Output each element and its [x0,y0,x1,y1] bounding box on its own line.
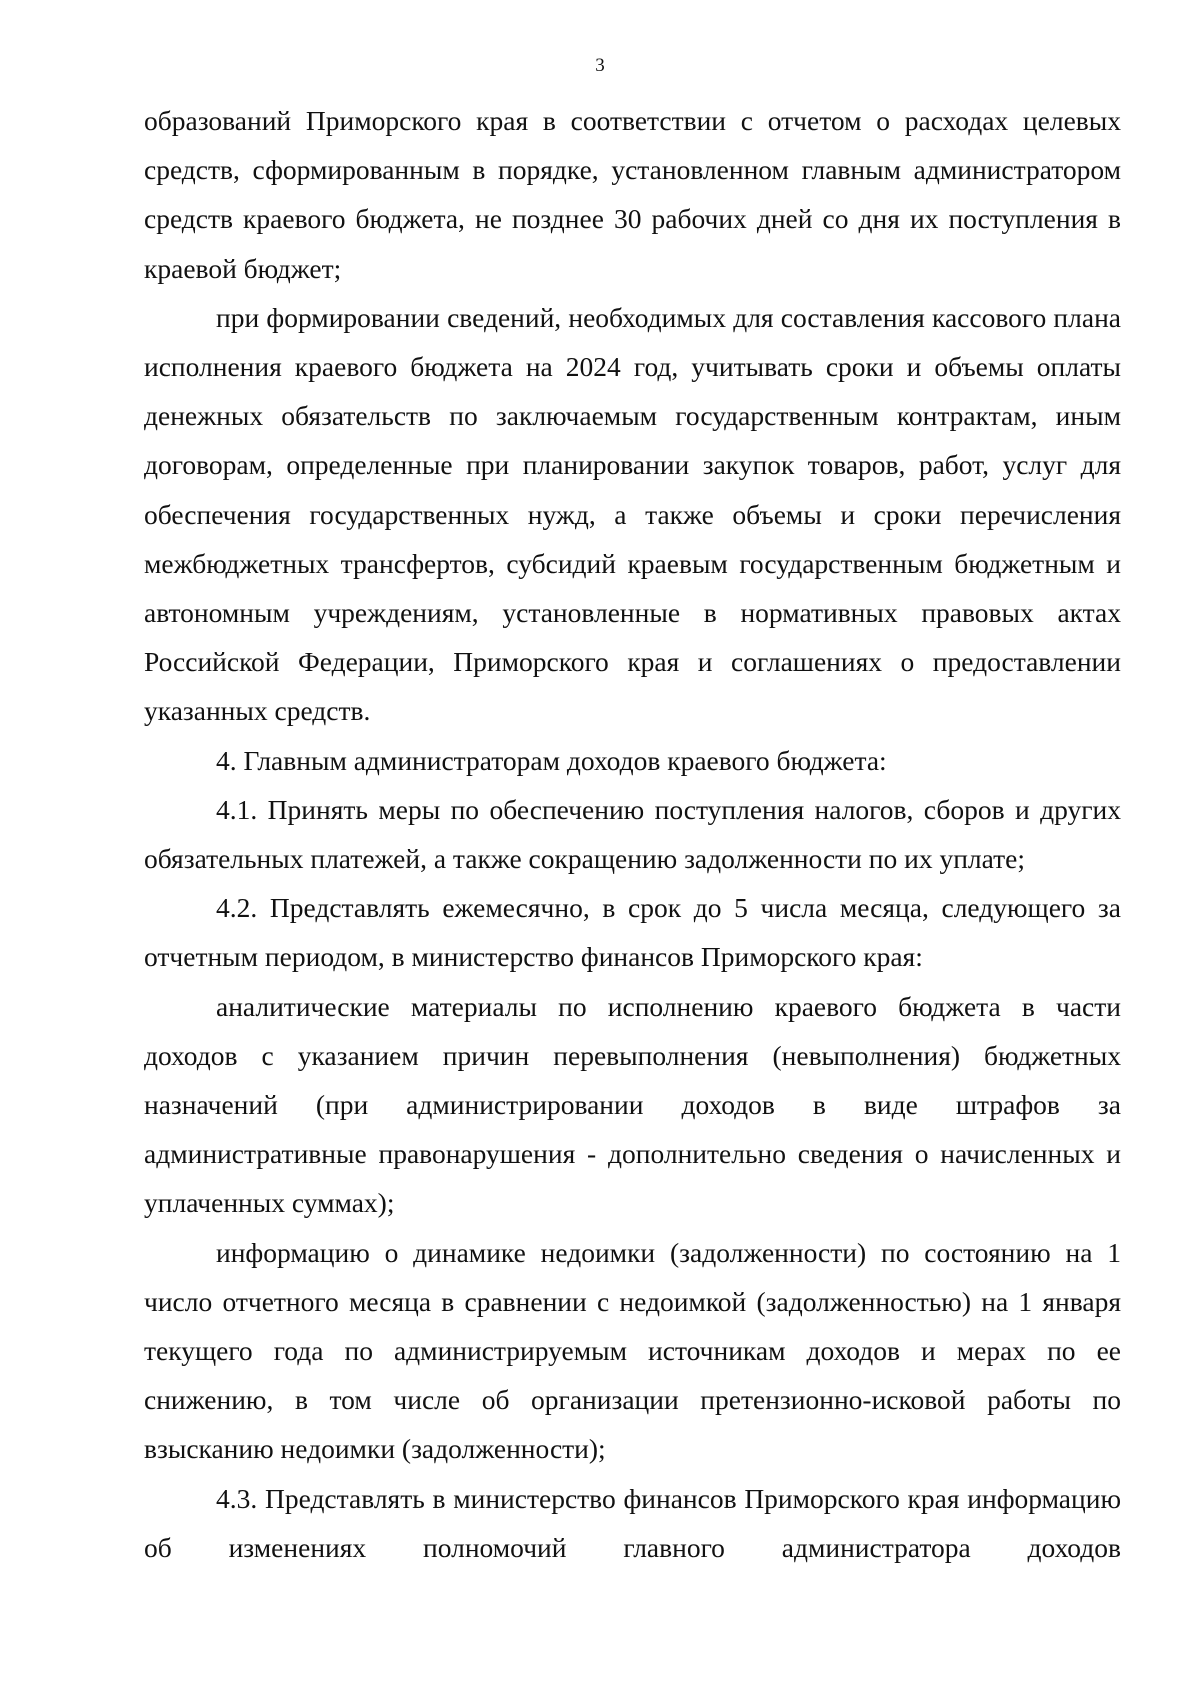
paragraph-analytical-materials: аналитические материалы по исполнению краевого бюджета в части доходов с указанием причин перевыполнения (невыполнения) бюджетных назначений (при администрировании доходов в виде штрафов за административные правонарушения - дополнительно сведения о начисленных и уплаченных суммах); [144,990,1121,1219]
page-number: 3 [595,55,605,76]
document-body [144,96,1121,1572]
paragraph-section-4-2: 4.2. Представлять ежемесячно, в срок до 5 числа месяца, следующего за отчетным периодом, в министерство финансов Приморского края: [144,892,1121,973]
paragraph-arrears-info: информацию о динамике недоимки (задолженности) по состоянию на 1 число отчетного месяца в сравнении с недоимкой (задолженностью) на 1 января текущего года по администрируемым источникам доходов и мерах по ее снижению, в том числе об организации претензионно-исковой работы по взысканию недоимки (задолженности); [144,1236,1121,1465]
paragraph-continuation-targeted-funds: образований Приморского края в соответствии с отчетом о расходах целевых средств, сформированным в порядке, установленном главным администратором средств краевого бюджета, не позднее 30 рабочих дней со дня их поступления в краевой бюджет; [144,105,1121,284]
paragraph-section-4-1: 4.1. Принять меры по обеспечению поступления налогов, сборов и других обязательных платежей, а также сокращению задолженности по их уплате; [144,793,1121,875]
paragraph-cash-plan: при формировании сведений, необходимых для составления кассового плана исполнения краевого бюджета на 2024 год, учитывать сроки и объемы оплаты денежных обязательств по заключаемым государственным контрактам, иным договорам, определенные при планировании закупок товаров, работ, услуг для обеспечения государственных нужд, а также объемы и сроки перечисления межбюджетных трансфертов, субсидий краевым государственным бюджетным и автономным учреждениям, установленные в нормативных правовых актах Российской Федерации, Приморского края и соглашениях о предоставлении указанных средств. [144,301,1121,727]
paragraph-section-4-3: 4.3. Представлять в министерство финансов Приморского края информацию об изменениях полномочий главного администратора доходов [144,1482,1121,1563]
paragraph-section-4: 4. Главным администраторам доходов краевого бюджета: [216,744,887,776]
